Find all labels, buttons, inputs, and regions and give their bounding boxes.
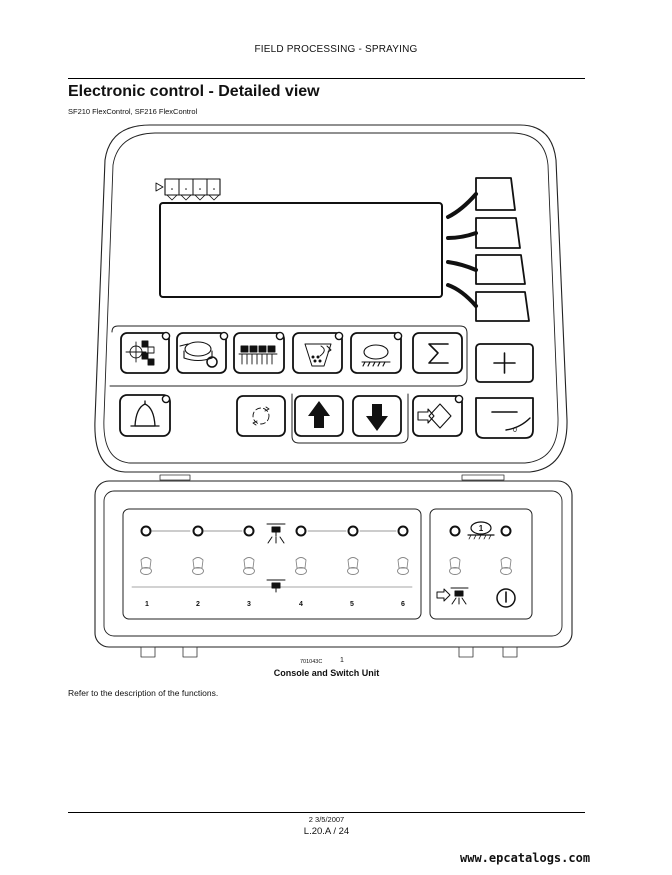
section-number: 2: [196, 601, 200, 608]
plus-key[interactable]: [476, 344, 533, 382]
footer-rule: [68, 812, 585, 813]
section-number: 4: [299, 601, 303, 608]
alarm-bell-icon: [131, 401, 159, 426]
enter-key[interactable]: [413, 395, 463, 436]
console-figure: [85, 120, 575, 665]
figure-id: 701043C: [300, 659, 323, 665]
footer-date: 2 3/5/2007: [308, 815, 345, 824]
boom-master-icon: [437, 588, 468, 604]
plus-icon: [494, 353, 515, 373]
footer-page-ref: L.20.A / 24: [303, 826, 350, 837]
master-switches[interactable]: [450, 558, 512, 575]
power-button[interactable]: [497, 589, 515, 607]
soft-key-1[interactable]: [476, 178, 515, 210]
arrow-up-key[interactable]: [295, 396, 343, 436]
section-number: 1: [145, 601, 149, 608]
soft-key-3[interactable]: [476, 255, 525, 284]
watermark-link[interactable]: www.epcatalogs.com: [460, 851, 591, 865]
console-housing: [95, 125, 567, 472]
arrow-up-icon: [308, 401, 330, 428]
section-number: 3: [247, 601, 251, 608]
alarm-key[interactable]: [120, 395, 170, 436]
boom-master-button[interactable]: [437, 588, 468, 604]
field-map-icon: [126, 341, 154, 365]
master-section-number: 1: [478, 524, 484, 533]
master-section-icon: [468, 522, 494, 539]
header-rule: [68, 78, 585, 79]
page-header: FIELD PROCESSING - SPRAYING: [254, 44, 418, 55]
body-text: Refer to the description of the functions.: [68, 688, 219, 698]
boom-sections-key[interactable]: [234, 332, 284, 373]
lcd-display: [160, 203, 442, 297]
nozzle-flow-icon: [305, 344, 331, 366]
enter-icon: [418, 404, 451, 428]
section-switches[interactable]: [141, 558, 409, 575]
figure-number: 1: [340, 657, 344, 664]
nozzle-flow-key[interactable]: [293, 332, 343, 373]
sigma-icon: [429, 344, 448, 363]
soft-key-2[interactable]: [476, 218, 520, 248]
master-nozzle-icon: [267, 580, 285, 592]
minus-key[interactable]: [476, 398, 533, 438]
soft-key-connectors: [448, 194, 476, 306]
rotate-icon: [253, 407, 269, 425]
field-map-key[interactable]: [121, 332, 170, 373]
sigma-key[interactable]: [413, 333, 462, 373]
svg-text:0: 0: [513, 427, 517, 434]
tank-indicator-icon: [156, 179, 220, 200]
connector-tabs: [160, 475, 504, 480]
arrow-down-key[interactable]: [353, 396, 401, 436]
figure-caption: Console and Switch Unit: [273, 668, 380, 678]
area-counter-key[interactable]: [351, 332, 402, 373]
page-title: Electronic control - Detailed view: [68, 83, 320, 100]
tank-fill-icon: [180, 342, 217, 367]
arrow-down-icon: [366, 404, 388, 431]
section-number: 6: [401, 601, 405, 608]
page-subtitle: SF210 FlexControl, SF216 FlexControl: [68, 107, 198, 116]
tank-fill-key[interactable]: [177, 332, 228, 373]
switch-unit-feet: [141, 647, 517, 657]
boom-sections-icon: [239, 346, 277, 364]
soft-key-4[interactable]: [476, 292, 529, 321]
section-number: 5: [350, 601, 354, 608]
nozzle-icon: [267, 524, 285, 543]
area-counter-icon: [362, 345, 390, 366]
rotate-key[interactable]: [237, 396, 285, 436]
switch-unit-housing: [95, 481, 572, 647]
